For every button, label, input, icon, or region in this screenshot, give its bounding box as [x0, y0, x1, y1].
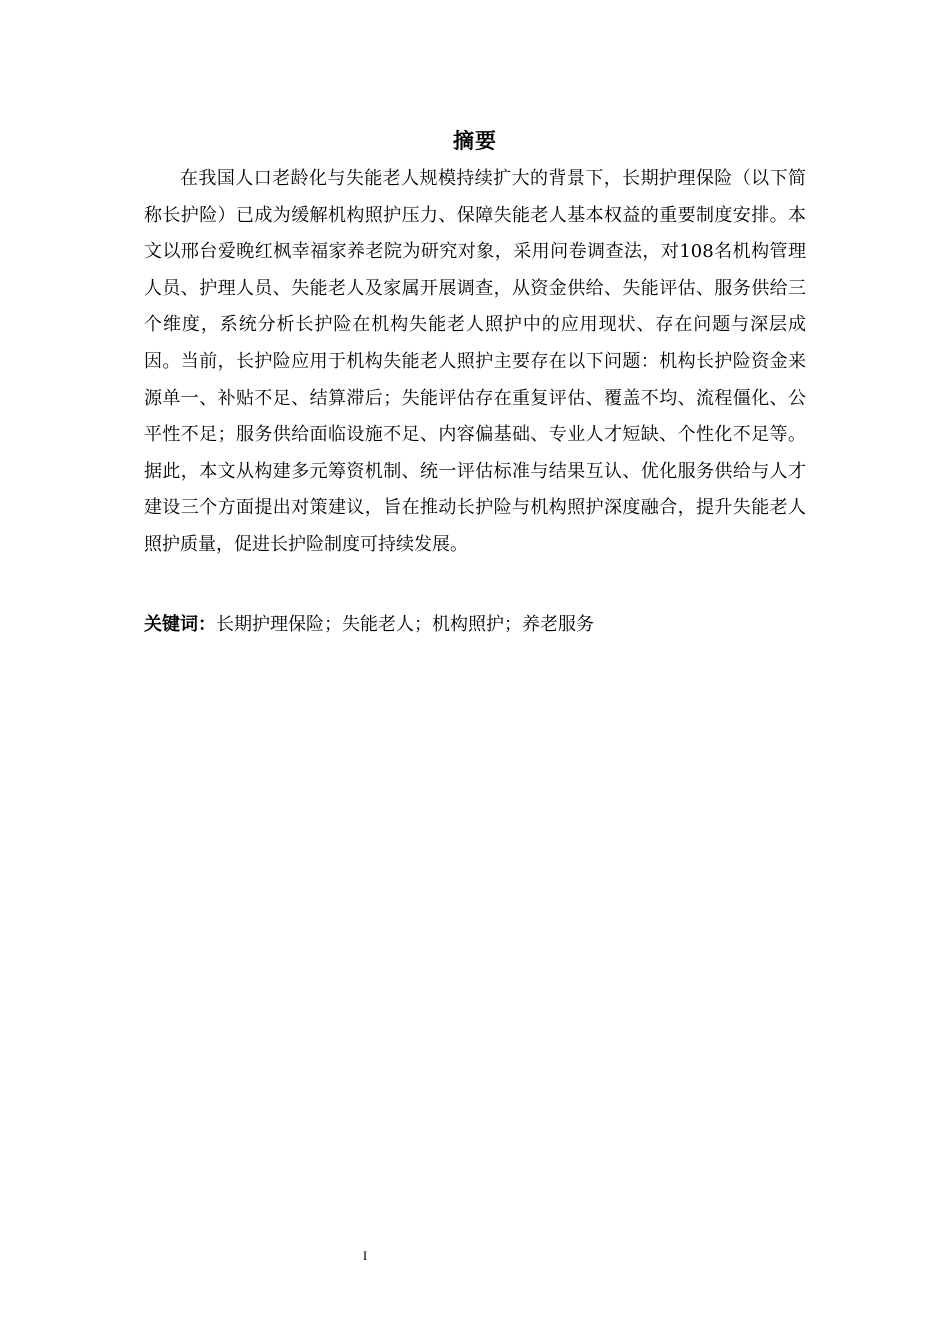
abstract-title: 摘要 [453, 129, 497, 153]
abstract-body: 在我国人口老龄化与失能老人规模持续扩大的背景下，长期护理保险（以下简称长护险）已成为缓解机构照护压力、保障失能老人基本权益的重要制度安排。本文以邢台爱晚红枫幸福家养老院为研究对象，采用问卷调查法，对108名机构管理人员、护理人员、失能老人及家属开展调查，从资金供给、失能评估、服务供给三个维度，系统分析长护险在机构失能老人照护中的应用现状、存在问题与深层成因。当前，长护险应用于机构失能老人照护主要存在以下问题：机构长护险资金来源单一、补贴不足、结算滞后；失能评估存在重复评估、覆盖不均、流程僵化、公平性不足；服务供给面临设施不足、内容偏基础、专业人才短缺、个性化不足等。据此，本文从构建多元筹资机制、统一评估标准与结果互认、优化服务供给与人才建设三个方面提出对策建议，旨在推动长护险与机构照护深度融合，提升失能老人照护质量，促进长护险制度可持续发展。 [144, 168, 806, 555]
keywords-label: 关键词： [144, 614, 216, 635]
keywords-line [144, 607, 806, 643]
keywords-text: 长期护理保险；失能老人；机构照护；养老服务 [216, 614, 594, 635]
page-number: I [362, 1248, 368, 1263]
